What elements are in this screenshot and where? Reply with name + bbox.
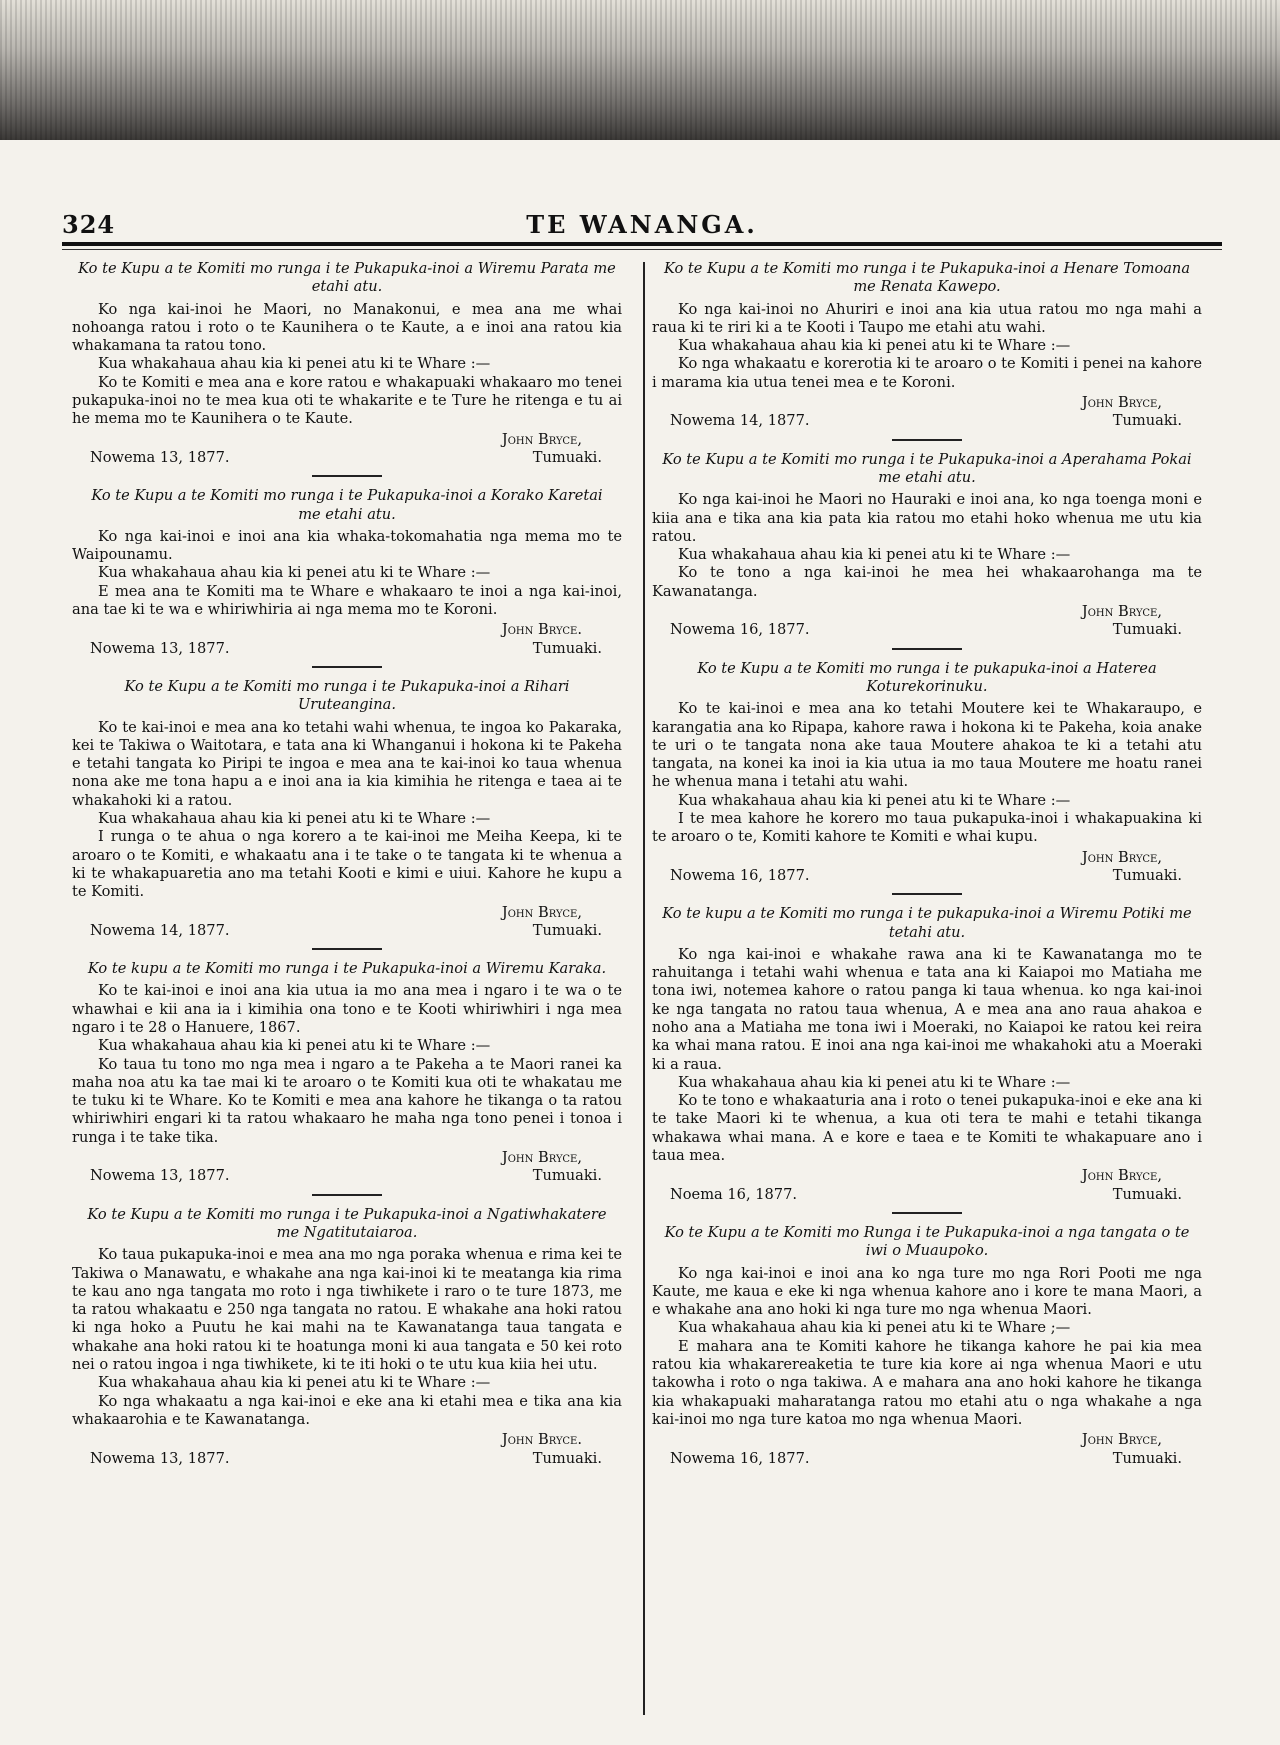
report-date: Nowema 16, 1877. bbox=[670, 866, 810, 884]
signatory-role: Tumuaki. bbox=[532, 639, 602, 657]
signature: John Bryce. bbox=[501, 1431, 582, 1449]
date-role-line bbox=[72, 640, 622, 658]
signatory-role: Tumuaki. bbox=[1112, 1185, 1182, 1203]
report-paragraph: Ko nga kai-inoi e inoi ana kia whaka-tokomahatia nga mema mo te Waipounamu. bbox=[72, 527, 622, 564]
report-title: Ko te Kupu a te Komiti mo runga i te pukapuka-inoi a Haterea Koturekorinuku. bbox=[697, 659, 1157, 695]
report-paragraph: Kua whakahaua ahau kia ki penei atu ki te Whare :— bbox=[678, 337, 1071, 355]
section-separator bbox=[312, 666, 382, 668]
report-date: Nowema 13, 1877. bbox=[90, 639, 230, 657]
right-column bbox=[652, 260, 1202, 1474]
signature: John Bryce, bbox=[1081, 1167, 1162, 1185]
report-paragraph: Ko taua pukapuka-inoi e mea ana mo nga poraka whenua e rima kei te Takiwa o Manawatu, e whakahe ana nga kai-inoi ki te meatanga kia rima te kau ano nga tangata mo roto i nga tiwhikete i raro o te ture 1873, me ta ratou whakaatu e 250 nga tangata no ratou. E whakahe ana hoki ratou ki nga hoko a Puutu he kai mahi na te Kawanatanga taua tangata e whakahe ana hoki ratou ki te hoatunga moni ki aua tangata e 50 kei roto nei o ratou ingoa i nga tiwhikete, ki te iti hoki o te utu kua kiia hei utu. bbox=[72, 1246, 622, 1374]
report-paragraph: Ko te kai-inoi e mea ana ko tetahi wahi whenua, te ingoa ko Pakaraka, kei te Takiwa o Waitotara, e tata ana ki Whanganui i hokona ki te Pakeha e tetahi tangata ko Piripi te ingoa e mea ana te kai-inoi ko taua whenua nona ake me tona hapu a e inoi ana ia kia kimihia he ritenga e taea ai te whakahoki ki a ratou. bbox=[72, 718, 622, 809]
report-date: Nowema 14, 1877. bbox=[90, 921, 230, 939]
report-paragraph: Ko te kai-inoi e mea ana ko tetahi Moutere kei te Whakaraupo, e karangatia ana ko Ripapa, kahore rawa i hokona ki te Pakeha, koia anake te uri o te tangata nona ake taua Moutere ahakoa te ki a tetahi atu tangata, na konei ka inoi ia kia utua ia mo taua Moutere me hoatu ranei he whenua mana i tetahi atu wahi. bbox=[652, 700, 1202, 791]
date-role-line bbox=[72, 1450, 622, 1468]
report-paragraph: Kua whakahaua ahau kia ki penei atu ki te Whare :— bbox=[98, 810, 491, 828]
signatory-role: Tumuaki. bbox=[532, 1167, 602, 1185]
date-role-line bbox=[72, 1167, 622, 1185]
report-paragraph: Kua whakahaua ahau kia ki penei atu ki te Whare :— bbox=[678, 546, 1071, 564]
report-body bbox=[652, 1265, 1202, 1430]
report-date: Noema 16, 1877. bbox=[670, 1185, 797, 1203]
signature: John Bryce, bbox=[1081, 848, 1162, 866]
date-role-line bbox=[652, 867, 1202, 885]
signatory-role: Tumuaki. bbox=[1112, 866, 1182, 884]
report-title: Ko te Kupu a te Komiti mo runga i te Pukapuka-inoi a Henare Tomoana me Renata Kawepo. bbox=[663, 260, 1191, 296]
date-role-line bbox=[652, 1450, 1202, 1468]
section-separator bbox=[892, 648, 962, 650]
section-separator bbox=[892, 1212, 962, 1214]
report-paragraph: I runga o te ahua o nga korero a te kai-inoi me Meiha Keepa, ki te aroaro o te Komiti, e whakaatu ana i te take o te tangata ki te whenua a ki te whakapuaretia ano ma tetahi Kooti e kimi e uiui. Kahore he kupu a te Komiti. bbox=[72, 828, 622, 901]
report-paragraph: Ko nga whakaatu e korerotia ki te aroaro o te Komiti i penei na kahore i marama kia utua tenei mea e te Koroni. bbox=[652, 355, 1203, 391]
report-title: Ko te Kupu a te Komiti mo runga i te Pukapuka-inoi a Korako Karetai me etahi atu. bbox=[91, 487, 603, 523]
report-title: Ko te Kupu a te Komiti mo runga i te Pukapuka-inoi a Ngatiwhakatere me Ngatitutaiaroa. bbox=[87, 1205, 607, 1241]
signature: John Bryce, bbox=[501, 1149, 582, 1167]
section-separator bbox=[312, 948, 382, 950]
committee-report bbox=[72, 960, 622, 1196]
committee-report bbox=[72, 487, 622, 668]
report-paragraph: Ko nga kai-inoi he Maori no Hauraki e inoi ana, ko nga toenga moni e kiia ana e tika ana kia pata kia ratou mo etahi hoko whenua me utu kia ratou. bbox=[652, 491, 1202, 545]
report-paragraph: Ko nga kai-inoi e inoi ana ko nga ture mo nga Rori Pooti me nga Kaute, me kaua e eke ki nga whenua kahore ano i kore te mana Maori, a e whakahe ana ano hoki ki nga ture mo nga whenua Maori. bbox=[652, 1264, 1202, 1319]
committee-report bbox=[652, 905, 1202, 1214]
committee-report bbox=[652, 451, 1202, 650]
report-body bbox=[72, 301, 622, 429]
committee-report bbox=[72, 678, 622, 950]
report-paragraph: Kua whakahaua ahau kia ki penei atu ki te Whare ;— bbox=[678, 1319, 1071, 1337]
report-paragraph: Kua whakahaua ahau kia ki penei atu ki te Whare :— bbox=[678, 791, 1071, 809]
report-title: Ko te kupu a te Komiti mo runga i te pukapuka-inoi a Wiremu Potiki me tetahi atu. bbox=[662, 905, 1192, 941]
report-title: Ko te kupu a te Komiti mo runga i te Pukapuka-inoi a Wiremu Karaka. bbox=[87, 960, 607, 978]
report-paragraph: I te mea kahore he korero mo taua pukapuka-inoi i whakapuakina ki te aroaro o te, Komiti kahore te Komiti e whai kupu. bbox=[652, 810, 1202, 846]
report-paragraph: Ko taua tu tono mo nga mea i ngaro a te Pakeha a te Maori ranei ka maha noa atu ka tae mai ki te aroaro o te Komiti kua oti te whakatau me te tuku ki te Whare. Ko te Komiti e mea ana kahore he tikanga o ta ratou whiriwhiri engari ki ta ratou whakaaro he maha nga tono penei i tonoa i runga i te take tika. bbox=[72, 1055, 622, 1146]
scan-edge-noise bbox=[0, 0, 1280, 140]
date-role-line bbox=[652, 621, 1202, 639]
report-date: Nowema 13, 1877. bbox=[90, 1449, 230, 1467]
report-title: Ko te Kupu a te Komiti mo runga i te Pukapuka-inoi a Rihari Uruteangina. bbox=[124, 677, 570, 714]
report-paragraph: Ko nga whakaatu a nga kai-inoi e eke ana ki etahi mea e tika ana kia whakaarohia e te Kawanatanga. bbox=[72, 1392, 622, 1428]
signatory-role: Tumuaki. bbox=[1112, 412, 1182, 430]
report-body bbox=[72, 528, 622, 619]
report-paragraph: Ko te kai-inoi e inoi ana kia utua ia mo ana mea i ngaro i te wa o te whawhai e kii ana ia i kimihia ona tono e te Kooti whiriwhiri i nga mea ngaro i te 28 o Hanuere, 1867. bbox=[72, 982, 622, 1036]
left-column bbox=[72, 260, 622, 1474]
date-role-line bbox=[72, 922, 622, 940]
report-body bbox=[652, 301, 1202, 392]
report-date: Nowema 13, 1877. bbox=[90, 448, 230, 466]
signature: John Bryce, bbox=[1081, 603, 1162, 621]
committee-report bbox=[72, 260, 622, 477]
report-title: Ko te Kupu a te Komiti mo Runga i te Pukapuka-inoi a nga tangata o te iwi o Muaupoko. bbox=[664, 1223, 1190, 1260]
report-paragraph: Ko nga kai-inoi no Ahuriri e inoi ana kia utua ratou mo nga mahi a raua ki te riri ki a te Kooti i Taupo me etahi atu wahi. bbox=[652, 300, 1202, 336]
signature: John Bryce, bbox=[501, 430, 582, 448]
signatory-role: Tumuaki. bbox=[1112, 1449, 1182, 1467]
committee-report bbox=[652, 260, 1202, 441]
column-divider bbox=[643, 262, 645, 1715]
report-date: Nowema 13, 1877. bbox=[90, 1167, 230, 1185]
report-paragraph: Ko nga kai-inoi e whakahe rawa ana ki te Kawanatanga mo te rahuitanga i tetahi wahi whenua e tata ana ki Kaiapoi mo Matiaha me tona iwi, notemea kahore o ratou panga ki taua whenua. ko nga kai-inoi ke nga tangata no ratou taua whenua, A e mea ana ano raua ahakoa e noho ana a Matiaha me tona iwi i Moeraki, no Kaiapoi ke ratou kei reira ka whai mana ratou. E inoi ana nga kai-inoi me whakahoki atu a Moeraki ki a raua. bbox=[652, 945, 1202, 1073]
report-paragraph: E mahara ana te Komiti kahore he tikanga kahore he pai kia mea ratou kia whakarereaketia te ture kia kore ai nga whenua Maori e utu takowha i roto o nga takiwa. A e mahara ana ano hoki kahore he tikanga kia whakapuaki maharatanga ratou mo etahi atu o nga whakahe a nga kai-inoi mo nga ture katoa mo nga whenua Maori. bbox=[652, 1337, 1202, 1428]
report-paragraph: Kua whakahaua ahau kia ki penei atu ki te Whare :— bbox=[98, 1374, 491, 1392]
section-separator bbox=[312, 1194, 382, 1196]
report-paragraph: Kua whakahaua ahau kia ki penei atu ki te Whare :— bbox=[98, 564, 491, 582]
committee-report bbox=[652, 660, 1202, 896]
report-body bbox=[652, 491, 1202, 601]
report-paragraph: Kua whakahaua ahau kia ki penei atu ki te Whare :— bbox=[678, 1073, 1071, 1091]
report-date: Nowema 14, 1877. bbox=[670, 412, 810, 430]
report-body bbox=[652, 700, 1202, 846]
masthead-title: TE WANANGA. bbox=[526, 210, 758, 239]
report-paragraph: Ko te tono e whakaaturia ana i roto o tenei pukapuka-inoi e eke ana ki te take Maori ki te whenua, a kua oti tera te mahi e tetahi tikanga whakawa whai mana. A e kore e taea e te Komiti te whakapuare ano i taua mea. bbox=[652, 1092, 1202, 1165]
signatory-role: Tumuaki. bbox=[532, 921, 602, 939]
report-paragraph: Kua whakahaua ahau kia ki penei atu ki te Whare :— bbox=[98, 355, 491, 373]
report-paragraph: Kua whakahaua ahau kia ki penei atu ki te Whare :— bbox=[98, 1037, 491, 1055]
signature: John Bryce, bbox=[501, 903, 582, 921]
report-body bbox=[652, 946, 1202, 1166]
report-body bbox=[72, 719, 622, 902]
page-number: 324 bbox=[62, 210, 116, 239]
report-paragraph: E mea ana te Komiti ma te Whare e whakaaro te inoi a nga kai-inoi, ana tae ki te wa e whiriwhiria ai nga mema mo te Koroni. bbox=[72, 582, 622, 619]
date-role-line bbox=[72, 449, 622, 467]
report-title: Ko te Kupu a te Komiti mo runga i te Pukapuka-inoi a Wiremu Parata me etahi atu. bbox=[78, 260, 616, 296]
signatory-role: Tumuaki. bbox=[532, 1449, 602, 1467]
signature: John Bryce, bbox=[1081, 1431, 1162, 1449]
page-header bbox=[62, 206, 1222, 242]
committee-report bbox=[652, 1224, 1202, 1468]
section-separator bbox=[892, 893, 962, 895]
section-separator bbox=[312, 475, 382, 477]
signature: John Bryce, bbox=[1081, 394, 1162, 412]
report-paragraph: Ko nga kai-inoi he Maori, no Manakonui, e mea ana me whai nohoanga ratou i roto o te Kaunihera o te Kaute, a e inoi ana ratou kia whakamana ta ratou tono. bbox=[72, 300, 622, 355]
committee-report bbox=[72, 1206, 622, 1468]
report-date: Nowema 16, 1877. bbox=[670, 621, 810, 639]
report-body bbox=[72, 982, 622, 1147]
report-title: Ko te Kupu a te Komiti mo runga i te Pukapuka-inoi a Aperahama Pokai me etahi atu. bbox=[662, 450, 1192, 486]
header-rule-thick bbox=[62, 242, 1222, 246]
signatory-role: Tumuaki. bbox=[532, 448, 602, 466]
section-separator bbox=[892, 439, 962, 441]
signatory-role: Tumuaki. bbox=[1112, 621, 1182, 639]
header-rule-thin bbox=[62, 249, 1222, 250]
report-body bbox=[72, 1246, 622, 1429]
date-role-line bbox=[652, 1186, 1202, 1204]
report-date: Nowema 16, 1877. bbox=[670, 1449, 810, 1467]
date-role-line bbox=[652, 412, 1202, 430]
signature: John Bryce. bbox=[501, 621, 582, 639]
report-paragraph: Ko te Komiti e mea ana e kore ratou e whakapuaki whakaaro mo tenei pukapuka-inoi no te mea kua oti te whakarite e te Ture he ritenga e tu ai he mema mo te Kaunihera o te Kaute. bbox=[72, 373, 622, 428]
report-paragraph: Ko te tono a nga kai-inoi he mea hei whakaarohanga ma te Kawanatanga. bbox=[652, 564, 1202, 600]
